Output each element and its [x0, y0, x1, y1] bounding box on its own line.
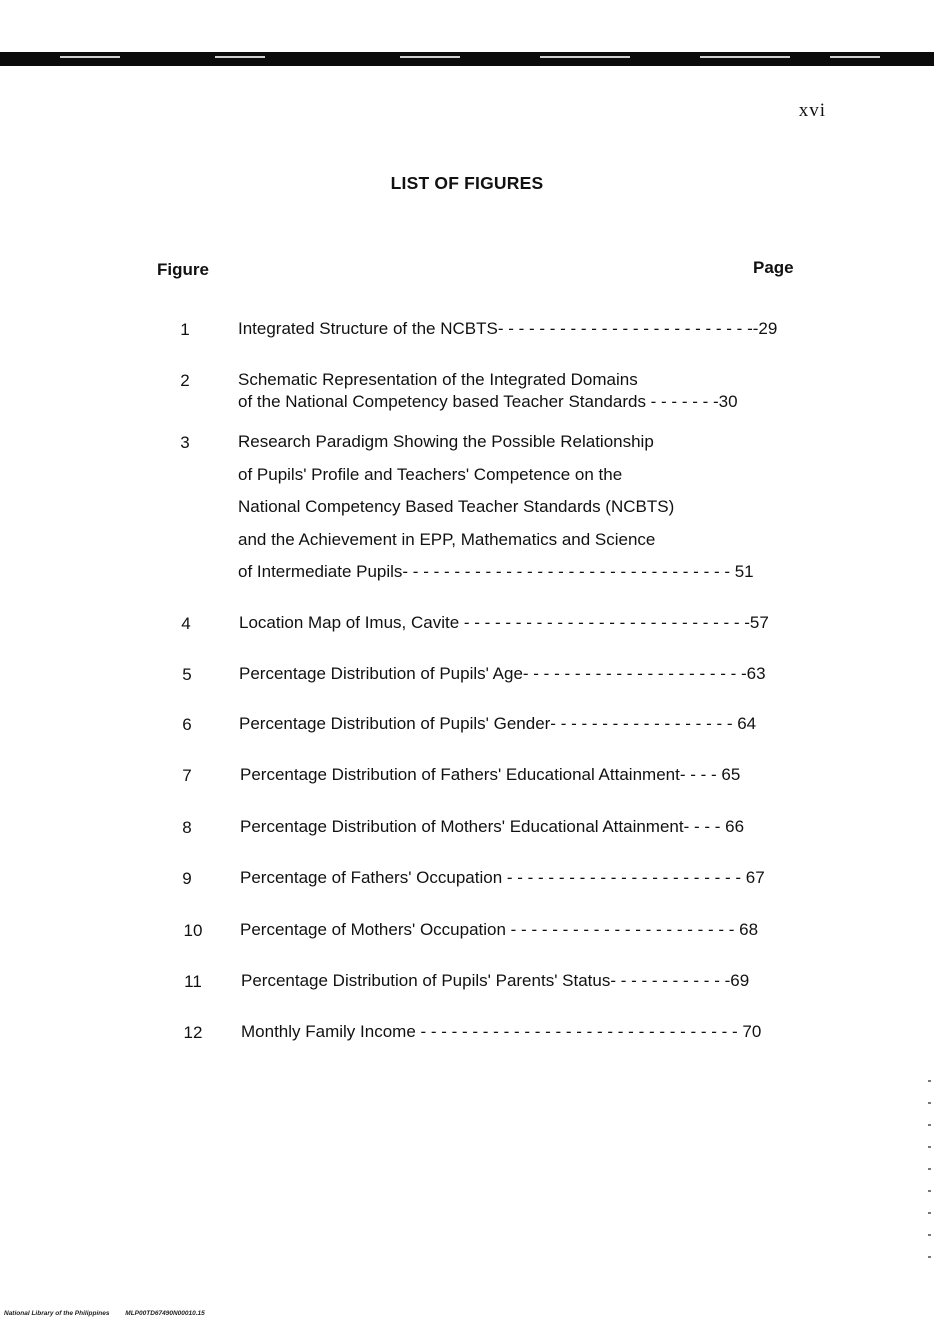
figure-number: 10 — [183, 921, 203, 940]
footer-credit — [4, 1310, 205, 1317]
figure-number: 12 — [183, 1023, 203, 1042]
figure-number: 5 — [182, 665, 192, 684]
figure-number: 6 — [182, 715, 192, 734]
column-header-figure: Figure — [157, 260, 209, 279]
page-number: xvi — [798, 100, 826, 121]
figure-title-line: Percentage Distribution of Pupils' Age- - - - - - - - - - - - - - - - - - - - - -63 — [239, 664, 766, 683]
figure-title-line: Percentage Distribution of Mothers' Educational Attainment- - - - 66 — [240, 817, 745, 836]
figure-number: 2 — [180, 371, 190, 390]
figure-title-line: Location Map of Imus, Cavite - - - - - - - - - - - - - - - - - - - - - - - - - - - -57 — [239, 613, 769, 632]
figure-title-line: Schematic Representation of the Integrated Domains — [238, 370, 638, 389]
figure-title-line: Monthly Family Income - - - - - - - - - - - - - - - - - - - - - - - - - - - - - - - 70 — [241, 1022, 762, 1041]
figure-title-line: Integrated Structure of the NCBTS- - - - - - - - - - - - - - - - - - - - - - - - --29 — [238, 319, 778, 338]
figure-title-line: Percentage Distribution of Fathers' Educational Attainment- - - - 65 — [240, 765, 741, 784]
figure-number: 4 — [181, 614, 191, 633]
figure-title-line: and the Achievement in EPP, Mathematics and Science — [238, 529, 656, 549]
figure-number: 8 — [182, 818, 192, 837]
figure-number: 11 — [184, 972, 202, 991]
figure-number: 3 — [180, 433, 190, 452]
footer-library: National Library of the Philippines — [4, 1310, 110, 1317]
page-title: LIST OF FIGURES — [390, 173, 544, 193]
figure-title-line: National Competency Based Teacher Standards (NCBTS) — [238, 497, 675, 516]
figure-title-line: of Pupils' Profile and Teachers' Competence on the — [238, 464, 623, 484]
figure-title-line: Percentage Distribution of Pupils' Parents' Status- - - - - - - - - - - -69 — [241, 971, 750, 990]
figure-title-line: of the National Competency based Teacher Standards - - - - - - -30 — [238, 392, 738, 411]
figure-number: 7 — [182, 766, 192, 785]
figure-number: 9 — [182, 869, 192, 888]
figure-title-line: Research Paradigm Showing the Possible Relationship — [238, 432, 654, 451]
figure-title-line: Percentage of Mothers' Occupation - - - - - - - - - - - - - - - - - - - - - - 68 — [240, 920, 759, 939]
figure-title-line: Percentage Distribution of Pupils' Gender- - - - - - - - - - - - - - - - - - 64 — [239, 714, 757, 733]
figure-title-line: of Intermediate Pupils- - - - - - - - - - - - - - - - - - - - - - - - - - - - - - - - 51 — [238, 562, 754, 581]
figure-title-line: Percentage of Fathers' Occupation - - - - - - - - - - - - - - - - - - - - - - - 67 — [240, 868, 765, 887]
figure-number: 1 — [180, 320, 190, 339]
footer-code: MLP00TD67490N00010.15 — [125, 1310, 205, 1317]
scan-margin-specks — [928, 1080, 931, 1270]
column-header-page: Page — [753, 258, 794, 277]
